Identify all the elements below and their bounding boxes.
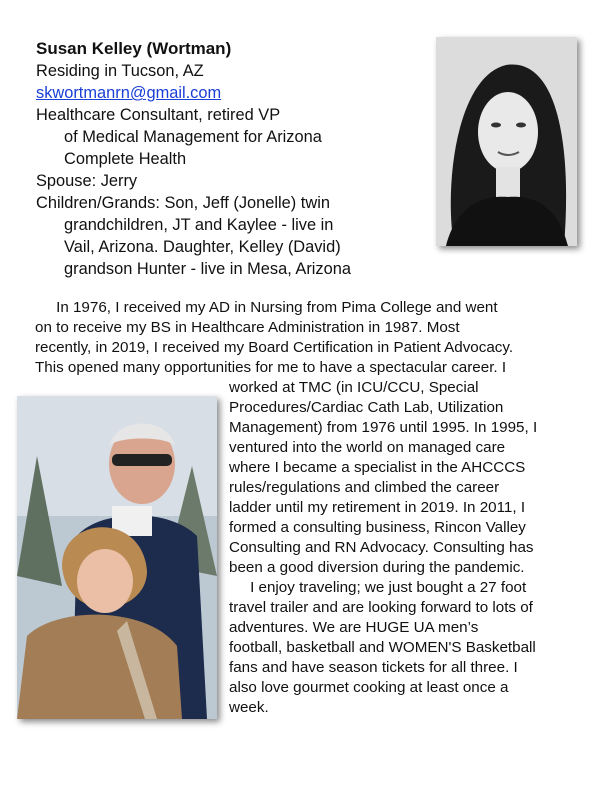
story-line: fans and have season tickets for all three. I <box>229 659 518 676</box>
children-line: Children/Grands: Son, Jeff (Jonelle) twin <box>36 194 330 212</box>
residence-text: Residing in Tucson, AZ <box>36 62 204 80</box>
story-line: where I became a specialist in the AHCCCS <box>229 459 526 476</box>
story-paragraph-intro <box>35 298 580 378</box>
story-paragraph-career <box>229 378 579 718</box>
story-line: ladder until my retirement in 2019. In 2011, I <box>229 499 526 516</box>
story-line: recently, in 2019, I received my Board Certification in Patient Advocacy. <box>35 339 514 356</box>
story-line: been a good diversion during the pandemic. <box>229 559 525 576</box>
spouse-text: Spouse: Jerry <box>36 172 138 190</box>
yearbook-portrait-photo <box>436 37 577 246</box>
story-line: adventures. We are HUGE UA men’s <box>229 619 479 636</box>
profile-header <box>36 38 426 280</box>
story-line: football, basketball and WOMEN'S Basketball <box>229 639 536 656</box>
occupation-line: of Medical Management for Arizona <box>64 128 322 146</box>
story-line: ventured into the world on managed care <box>229 439 506 456</box>
email-link[interactable]: skwortmanrn@gmail.com <box>36 84 222 102</box>
story-line: Management) from 1976 until 1995. In 1995, I <box>229 419 538 436</box>
story-line: worked at TMC (in ICU/CCU, Special <box>229 379 479 396</box>
story-line: Procedures/Cardiac Cath Lab, Utilization <box>229 399 504 416</box>
story-line: In 1976, I received my AD in Nursing from Pima College and went <box>35 299 498 316</box>
story-line: also love gourmet cooking at least once a <box>229 679 509 696</box>
occupation-line: Healthcare Consultant, retired VP <box>36 106 281 124</box>
story-line: formed a consulting business, Rincon Valley <box>229 519 526 536</box>
children-line: grandson Hunter - live in Mesa, Arizona <box>64 260 351 278</box>
story-line: week. <box>229 699 269 716</box>
story-line: rules/regulations and climbed the career <box>229 479 500 496</box>
children-line: grandchildren, JT and Kaylee - live in <box>64 216 334 234</box>
children-line: Vail, Arizona. Daughter, Kelley (David) <box>64 238 341 256</box>
story-line: Consulting and RN Advocacy. Consulting has <box>229 539 534 556</box>
story-line: This opened many opportunities for me to have a spectacular career. I <box>35 359 507 376</box>
story-line: travel trailer and are looking forward to lots of <box>229 599 533 616</box>
person-name: Susan Kelley (Wortman) <box>36 39 232 58</box>
couple-photo <box>17 396 217 719</box>
story-line: I enjoy traveling; we just bought a 27 foot <box>229 579 527 596</box>
story-line: on to receive my BS in Healthcare Administration in 1987. Most <box>35 319 460 336</box>
occupation-line: Complete Health <box>64 150 187 168</box>
